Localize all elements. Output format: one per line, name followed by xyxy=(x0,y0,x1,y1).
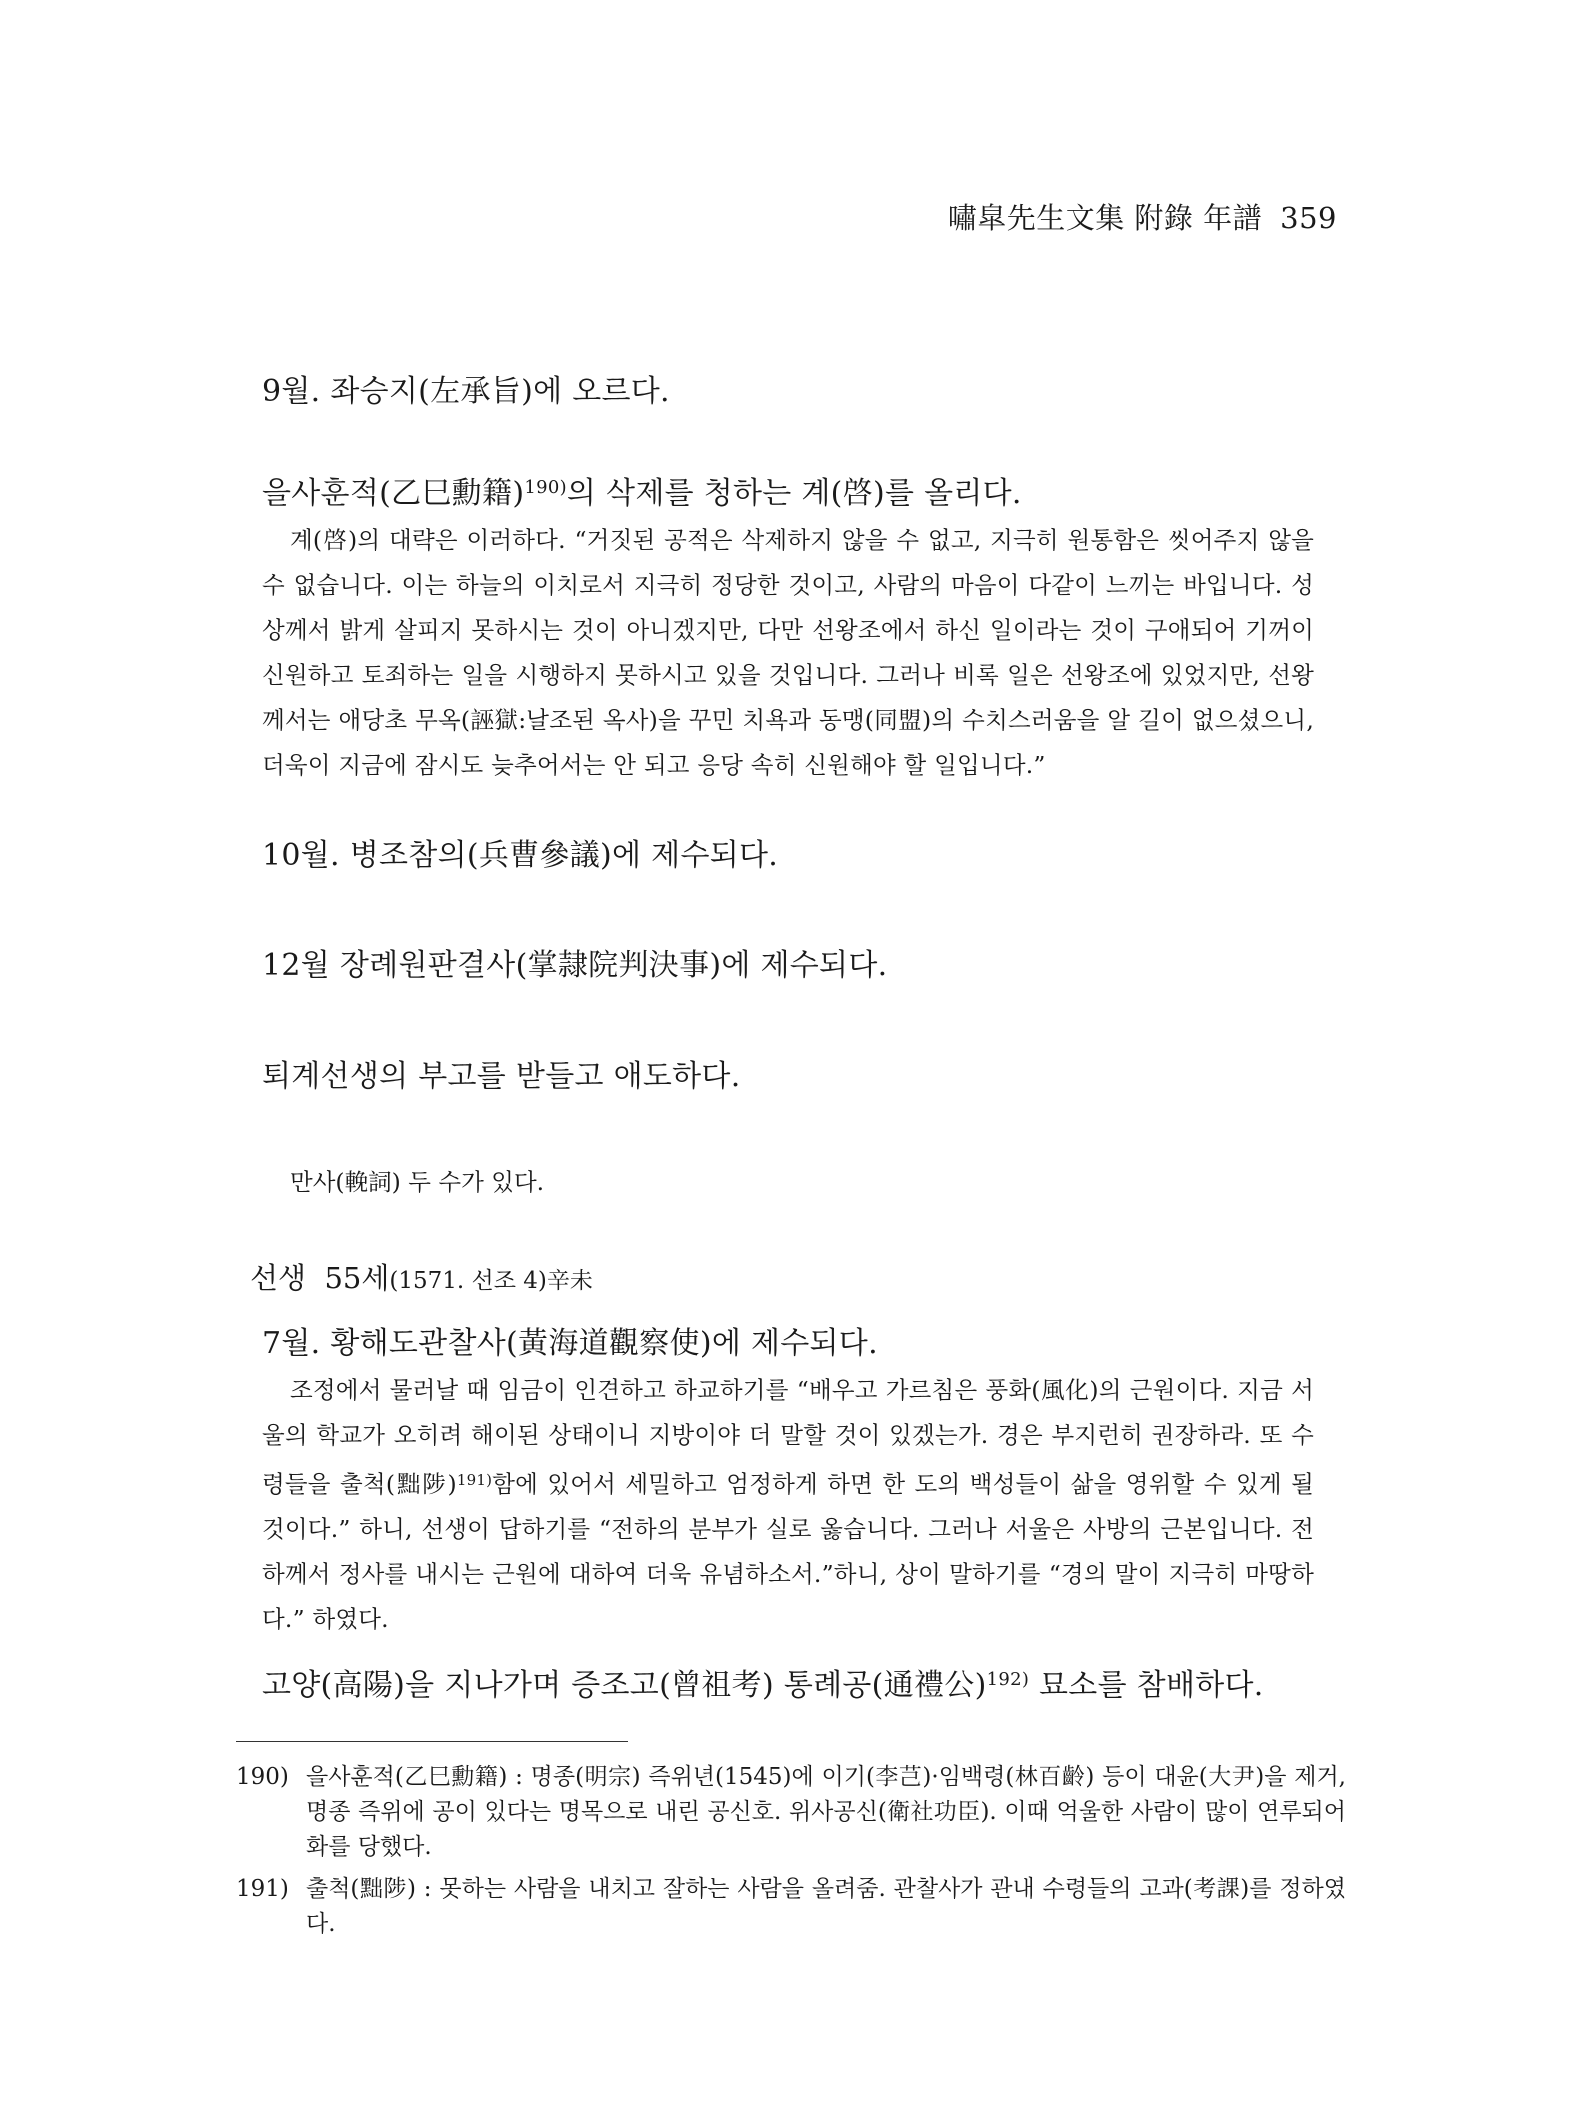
age-heading xyxy=(250,1256,593,1297)
heading-december: 12월 장례원판결사(掌隷院判決事)에 제수되다. xyxy=(262,948,888,983)
heading-toegye: 퇴계선생의 부고를 받들고 애도하다. xyxy=(262,1059,741,1094)
footnote-number: 191) xyxy=(236,1876,289,1902)
paragraph-hwanghae xyxy=(262,1368,1314,1642)
footnote-190 xyxy=(236,1760,1346,1865)
age-heading-main: 선생 55세 xyxy=(250,1261,390,1295)
paragraph-hwanghae-pre: 조정에서 물러날 때 임금이 인견하고 하교하기를 “배우고 가르침은 풍화(風化)의 근원이다. 지금 서울의 학교가 오히려 해이된 상태이니 지방이야 더 말할 것이 있겠는가. 경은 부지런히 권장하라. 또 수령들을 출척(黜陟) xyxy=(262,1376,1314,1498)
footnote-ref-191[interactable]: 191) xyxy=(456,1471,493,1489)
footnote-text: 을사훈적(乙巳勳籍) : 명종(明宗) 즉위년(1545)에 이기(李芑)·임백령(林百齡) 등이 대윤(大尹)을 제거, 명종 즉위에 공이 있다는 명목으로 내린 공신호. 위사공신(衛社功臣). 이때 억울한 사람이 많이 연루되어 화를 당했다. xyxy=(306,1764,1346,1860)
running-header xyxy=(948,196,1337,237)
heading-july: 7월. 황해도관찰사(黃海道觀察使)에 제수되다. xyxy=(262,1326,878,1361)
book-title: 嘯皐先生文集 附錄 年譜 xyxy=(947,201,1263,235)
footnote-ref-190[interactable]: 190) xyxy=(524,477,567,498)
heading-september: 9월. 좌승지(左承旨)에 오르다. xyxy=(262,374,670,409)
heading-goyang-pre: 고양(高陽)을 지나가며 증조고(曾祖考) 통례공(通禮公) xyxy=(262,1668,987,1703)
paragraph-gye: 계(啓)의 대략은 이러하다. “거짓된 공적은 삭제하지 않을 수 없고, 지극히 원통함은 씻어주지 않을 수 없습니다. 이는 하늘의 이치로서 지극히 정당한 것이고, 사람의 마음이 다같이 느끼는 바입니다. 성상께서 밝게 살피지 못하시는 것이 아니겠지만, 다만 선왕조에서 하신 일이라는 것이 구애되어 기꺼이 신원하고 토죄하는 일을 시행하지 못하시고 있을 것입니다. 그러나 비록 일은 선왕조에 있었지만, 선왕께서는 애당초 무옥(誣獄:날조된 옥사)을 꾸민 치욕과 동맹(同盟)의 수치스러움을 알 길이 없으셨으니, 더욱이 지금에 잠시도 늦추어서는 안 되고 응당 속히 신원해야 할 일입니다.” xyxy=(262,526,1314,779)
heading-eulsa-text-post: 의 삭제를 청하는 계(啓)를 올리다. xyxy=(566,476,1022,511)
note-mansa: 만사(輓詞) 두 수가 있다. xyxy=(290,1168,545,1196)
page-number: 359 xyxy=(1280,201,1337,235)
heading-october: 10월. 병조참의(兵曹參議)에 제수되다. xyxy=(262,838,779,873)
heading-eulsa-hunjeok xyxy=(262,468,1022,512)
paragraph-hwanghae-post: 함에 있어서 세밀하고 엄정하게 하면 한 도의 백성들이 삶을 영위할 수 있게 될 것이다.” 하니, 선생이 답하기를 “전하의 분부가 실로 옳습니다. 그러나 서울은 사방의 근본입니다. 전하께서 정사를 내시는 근원에 대하여 더욱 유념하소서.”하니, 상이 말하기를 “경의 말이 지극히 마땅하다.” 하였다. xyxy=(262,1470,1314,1633)
footnote-191 xyxy=(236,1872,1346,1942)
age-heading-sub: (1571. 선조 4)辛未 xyxy=(389,1268,593,1294)
heading-eulsa-text-pre: 을사훈적(乙巳勳籍) xyxy=(262,476,525,511)
footnote-divider xyxy=(236,1741,628,1742)
footnote-number: 190) xyxy=(236,1764,289,1790)
footnote-ref-192[interactable]: 192) xyxy=(986,1669,1030,1690)
heading-goyang xyxy=(262,1660,1264,1704)
heading-goyang-post: 묘소를 참배하다. xyxy=(1029,1668,1264,1703)
footnote-text: 출척(黜陟) : 못하는 사람을 내치고 잘하는 사람을 올려줌. 관찰사가 관내 수령들의 고과(考課)를 정하였다. xyxy=(306,1876,1346,1937)
